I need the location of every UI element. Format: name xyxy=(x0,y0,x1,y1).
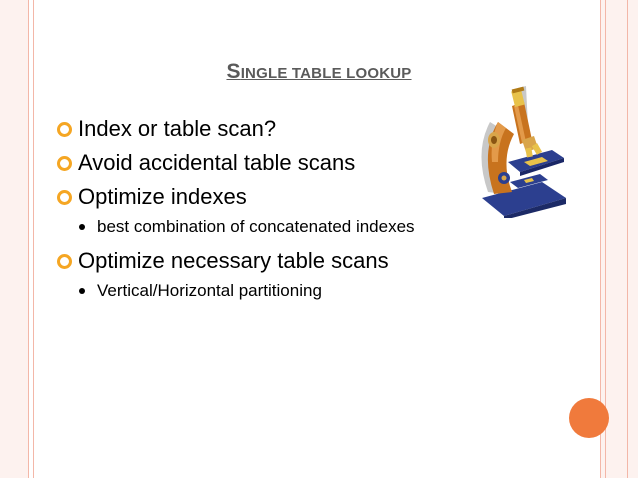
bullet-item xyxy=(56,116,415,142)
bullet-item xyxy=(56,248,415,274)
sub-bullet-text: best combination of concatenated indexes xyxy=(97,217,415,236)
bullet-text: Avoid accidental table scans xyxy=(78,150,356,175)
bullet-circle-icon xyxy=(56,253,73,270)
bullet-list xyxy=(56,116,415,312)
bullet-circle-icon xyxy=(56,121,73,138)
sub-bullet-text: Vertical/Horizontal partitioning xyxy=(97,281,322,300)
slide-title xyxy=(0,60,638,84)
sub-bullet-dot-icon xyxy=(79,224,85,230)
bullet-item xyxy=(56,150,415,176)
bullet-item xyxy=(56,184,415,210)
title-rest: INGLE TABLE LOOKUP xyxy=(240,65,412,82)
bullet-circle-icon xyxy=(56,155,73,172)
bullet-circle-icon xyxy=(56,189,73,206)
title-initial: S xyxy=(226,60,241,83)
sub-bullet-item xyxy=(56,216,415,238)
bullet-text: Optimize necessary table scans xyxy=(78,248,389,273)
microscope-icon xyxy=(468,82,580,218)
sub-bullet-item xyxy=(56,280,415,302)
decorative-orange-circle xyxy=(569,398,609,438)
bullet-text: Optimize indexes xyxy=(78,184,247,209)
bullet-text: Index or table scan? xyxy=(78,116,277,141)
sub-bullet-dot-icon xyxy=(79,288,85,294)
